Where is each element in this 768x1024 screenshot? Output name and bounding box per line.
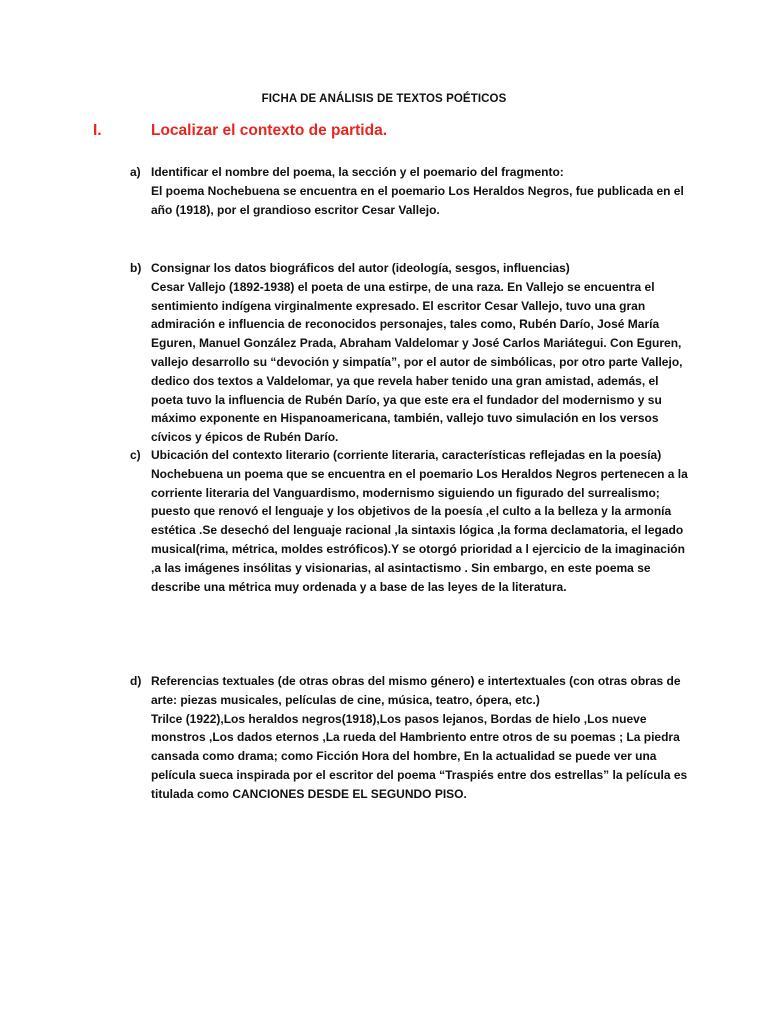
item-d bbox=[130, 672, 690, 804]
item-c-answer: Nochebuena un poema que se encuentra en el poemario Los Heraldos Negros pertenecen a la corriente literaria del Vanguardismo, modernismo siguiendo un figurado del surrealismo; puesto que renovó el lenguaje y los objetivos de la poesía ,el culto a la belleza y la armonía estética .Se desechó del lenguaje racional ,la sintaxis lógica ,la forma declamatoria, el legado musical(rima, métrica, moldes estróficos).Y se otorgó prioridad a l ejercicio de la imaginación ,a las imágenes insólitas y visionarias, al asintactismo . Sin embargo, en este poema se describe una métrica muy ordenada y a base de las leyes de la literatura. bbox=[151, 466, 688, 594]
item-d-question: Referencias textuales (de otras obras del mismo género) e intertextuales (con otras obras de arte: piezas musicales, películas de cine, música, teatro, ópera, etc.) bbox=[151, 674, 681, 707]
item-b-letter: b) bbox=[130, 261, 142, 275]
item-c bbox=[130, 446, 690, 596]
item-d-answer: Trilce (1922),Los heraldos negros(1918),Los pasos lejanos, Bordas de hielo ,Los nueve monstros ,Los dados eternos ,La rueda del Hambriento entre otros de su poemas ; La piedra cansada como drama; como Ficción Hora del hombre, En la actualidad se puede ver una película sueca inspirada por el escritor del poema “Traspiés entre dos estrellas” la película es titulada como CANCIONES DESDE EL SEGUNDO PISO. bbox=[151, 711, 688, 801]
item-a-letter: a) bbox=[130, 165, 141, 179]
section-heading bbox=[93, 122, 387, 140]
item-c-question: Ubicación del contexto literario (corriente literaria, características reflejadas en la poesía) bbox=[151, 448, 662, 462]
item-b-question: Consignar los datos biográficos del autor (ideología, sesgos, influencias) bbox=[151, 261, 570, 275]
item-b bbox=[130, 259, 690, 447]
item-a-answer: El poema Nochebuena se encuentra en el poemario Los Heraldos Negros, fue publicada en el año (1918), por el grandioso escritor Cesar Vallejo. bbox=[151, 183, 684, 217]
item-c-letter: c) bbox=[130, 448, 141, 462]
item-a bbox=[130, 163, 690, 219]
section-number: I. bbox=[93, 122, 102, 139]
item-d-letter: d) bbox=[130, 674, 142, 688]
section-heading-text: Localizar el contexto de partida. bbox=[151, 122, 388, 139]
item-a-question: Identificar el nombre del poema, la sección y el poemario del fragmento: bbox=[151, 165, 564, 179]
item-b-answer: Cesar Vallejo (1892-1938) el poeta de una estirpe, de una raza. En Vallejo se encuentra el sentimiento indígena virginalmente expresado. El escritor Cesar Vallejo, tuvo una gran admiración e influencia de reconocidos personajes, tales como, Rubén Darío, José María Eguren, Manuel González Prada, Abraham Valdelomar y José Carlos Mariátegui. Con Eguren, vallejo desarrollo su “devoción y simpatía”, por el autor de simbólicas, por otro parte Vallejo, dedico dos textos a Valdelomar, ya que revela haber tenido una gran amistad, además, el poeta tuvo la influencia de Rubén Darío, ya que este era el fundador del modernismo y su máximo exponente en Hispanoamericana, también, vallejo tuvo simulación en los versos cívicos y épicos de Rubén Darío. bbox=[151, 279, 683, 445]
document-title: FICHA DE ANÁLISIS DE TEXTOS POÉTICOS bbox=[261, 93, 507, 105]
